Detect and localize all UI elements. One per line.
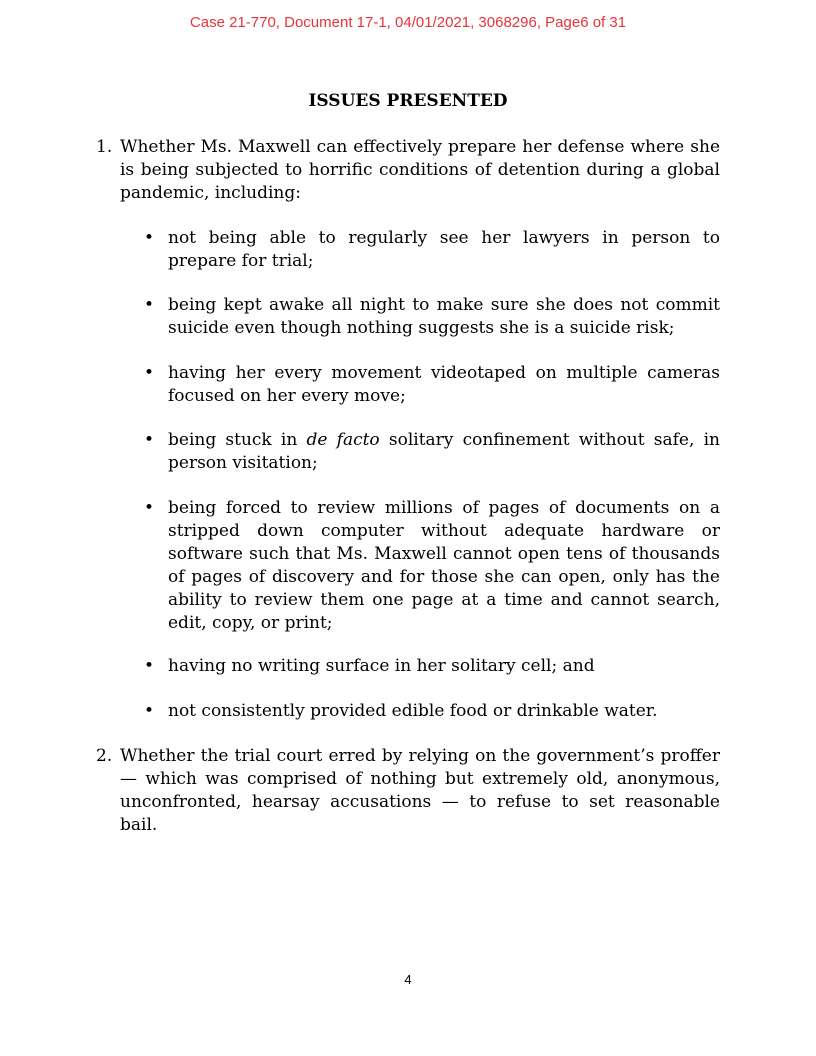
conditions-list bbox=[144, 137, 720, 737]
issue-2-number: 2. bbox=[96, 746, 113, 766]
bullet-icon: • bbox=[144, 498, 155, 518]
list-item bbox=[144, 655, 720, 678]
list-item bbox=[144, 497, 720, 635]
list-item-text: having no writing surface in her solitary cell; and bbox=[168, 656, 595, 676]
list-item bbox=[144, 700, 720, 723]
issue-1-number: 1. bbox=[96, 137, 113, 157]
issue-2-text: Whether the trial court erred by relying on the government’s proffer — which was comprised of nothing but extremely old, anonymous, unconfronted, hearsay accusations — to refuse to set reasonable bail. bbox=[120, 746, 720, 835]
list-item-text: not consistently provided edible food or drinkable water. bbox=[168, 701, 658, 721]
list-item-text: not being able to regularly see her lawyers in person to prepare for trial; bbox=[168, 228, 720, 271]
issue-1-text: Whether Ms. Maxwell can effectively prepare her defense where she is being subjected to horrific conditions of detention during a global pandemic, including: bbox=[120, 137, 720, 203]
bullet-icon: • bbox=[144, 430, 155, 450]
bullet-icon: • bbox=[144, 228, 155, 248]
list-item-text: being forced to review millions of pages of documents on a stripped down computer without adequate hardware or software such that Ms. Maxwell cannot open tens of thousands of pages of discovery and for those she can open, only has the ability to review them one page at a time and cannot search, edit, copy, or print; bbox=[168, 498, 720, 633]
bullet-icon: • bbox=[144, 656, 155, 676]
list-item bbox=[144, 362, 720, 408]
emphasis-text: de facto bbox=[306, 430, 380, 450]
list-item bbox=[144, 227, 720, 273]
list-item-text: being stuck in de facto solitary confinement without safe, in person visitation; bbox=[168, 430, 720, 473]
bullet-icon: • bbox=[144, 295, 155, 315]
list-item-text: being kept awake all night to make sure she does not commit suicide even though nothing suggests she is a suicide risk; bbox=[168, 295, 720, 338]
issue-2 bbox=[96, 745, 720, 837]
case-header: Case 21-770, Document 17-1, 04/01/2021, 3068296, Page6 of 31 bbox=[189, 14, 627, 31]
list-item bbox=[144, 429, 720, 475]
section-title: ISSUES PRESENTED bbox=[308, 91, 508, 111]
bullet-icon: • bbox=[144, 701, 155, 721]
list-item-text: having her every movement videotaped on multiple cameras focused on her every move; bbox=[168, 363, 720, 406]
bullet-icon: • bbox=[144, 363, 155, 383]
list-item bbox=[144, 294, 720, 340]
page-number: 4 bbox=[404, 972, 412, 987]
